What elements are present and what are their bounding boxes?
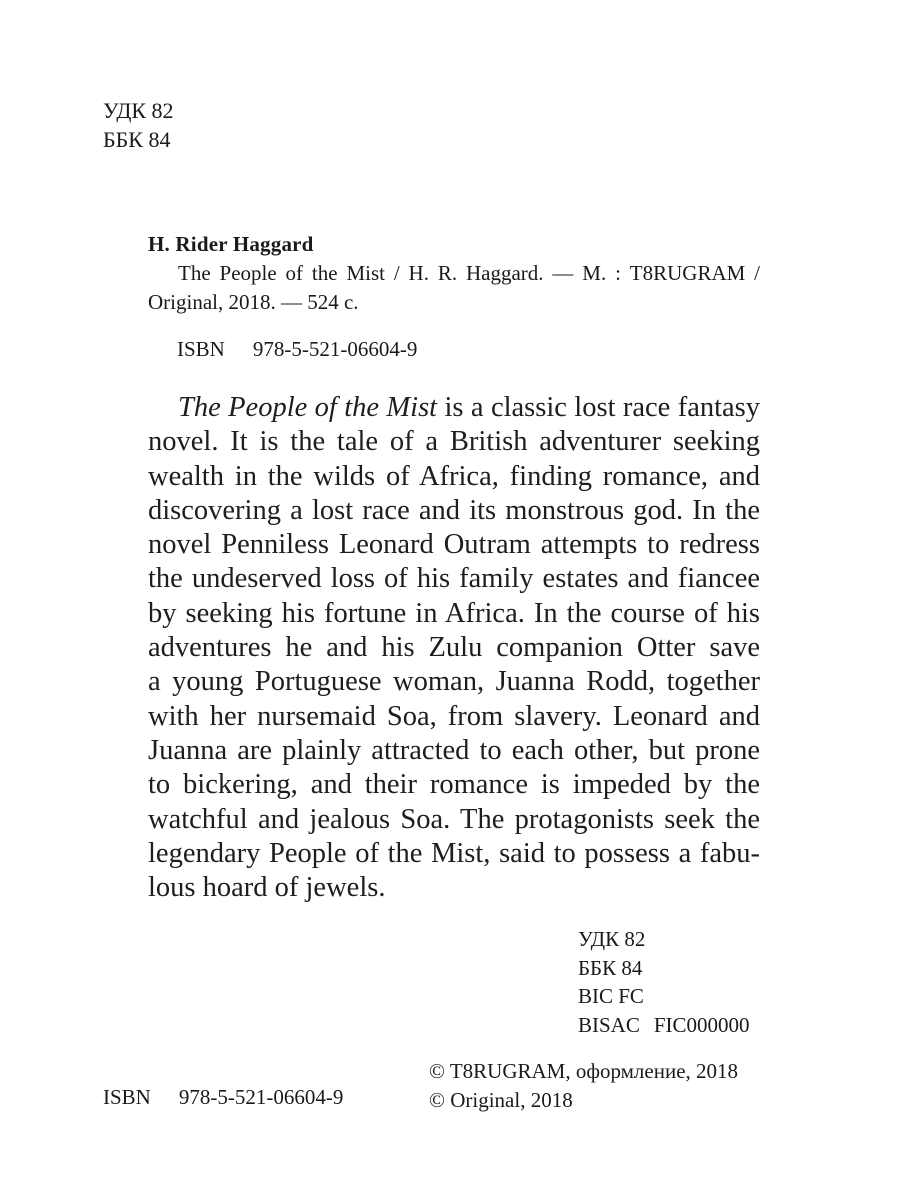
annotation-line: discovering a lost race and its monstrous god. In the	[148, 494, 760, 526]
annotation-line: The People of the Mist is a classic lost race fantasy	[178, 392, 761, 423]
bisac-code	[578, 1011, 750, 1040]
isbn-number: 978-5-521-06604-9	[252, 337, 418, 361]
udk-code: УДК 82	[103, 98, 174, 123]
author-name: H. Rider Haggard	[148, 232, 314, 256]
book-title-italic: The People of the Mist	[178, 392, 438, 423]
annotation-line: the undeserved loss of his family estates and fiancee	[148, 563, 760, 595]
bisac-value: FIC000000	[653, 1012, 750, 1037]
isbn-number: 978-5-521-06604-9	[178, 1085, 344, 1109]
annotation-line: Juanna are plainly attracted to each other, but prone	[148, 734, 760, 766]
annotation-line: watchful and jealous Soa. The protagonists seek the	[148, 803, 760, 835]
annotation-line: a young Portuguese woman, Juanna Rodd, together	[148, 666, 760, 698]
annotation-line: novel. It is the tale of a British adventurer seeking	[148, 426, 760, 458]
bic-code: BIC FC	[578, 984, 644, 1008]
bibliographic-record	[148, 259, 760, 317]
annotation-line: with her nursemaid Soa, from slavery. Leonard and	[148, 700, 760, 732]
bibliographic-line-2: Original, 2018. — 524 с.	[148, 290, 359, 314]
bbk-code: ББК 84	[578, 955, 643, 980]
bibliographic-line-1: The People of the Mist / H. R. Haggard. — М. : T8RUGRAM /	[178, 261, 760, 285]
isbn-label: ISBN	[103, 1085, 151, 1109]
annotation-line: wealth in the wilds of Africa, finding romance, and	[148, 460, 760, 492]
annotation-line: to bickering, and their romance is impeded by the	[148, 769, 760, 801]
copyright-line-2: © Original, 2018	[429, 1087, 573, 1112]
bbk-code: ББК 84	[103, 127, 171, 152]
annotation-line: novel Penniless Leonard Outram attempts to redress	[148, 529, 760, 561]
isbn-label: ISBN	[177, 337, 225, 361]
bisac-label: BISAC	[578, 1012, 640, 1037]
copyright-line-1: © T8RUGRAM, оформление, 2018	[429, 1059, 739, 1083]
copyright-block	[429, 1057, 738, 1114]
annotation-line: by seeking his fortune in Africa. In the course of his	[148, 597, 760, 629]
udk-code: УДК 82	[578, 927, 646, 951]
annotation-line: legendary People of the Mist, said to possess a fabu-	[148, 837, 760, 869]
annotation-line: lous hoard of jewels.	[148, 872, 386, 904]
annotation-line: adventures he and his Zulu companion Otter save	[148, 632, 760, 664]
classification-codes-top	[103, 96, 174, 154]
isbn-top	[177, 337, 417, 362]
isbn-bottom	[103, 1085, 343, 1110]
annotation-text	[148, 391, 760, 905]
classification-codes-bottom	[578, 925, 750, 1039]
